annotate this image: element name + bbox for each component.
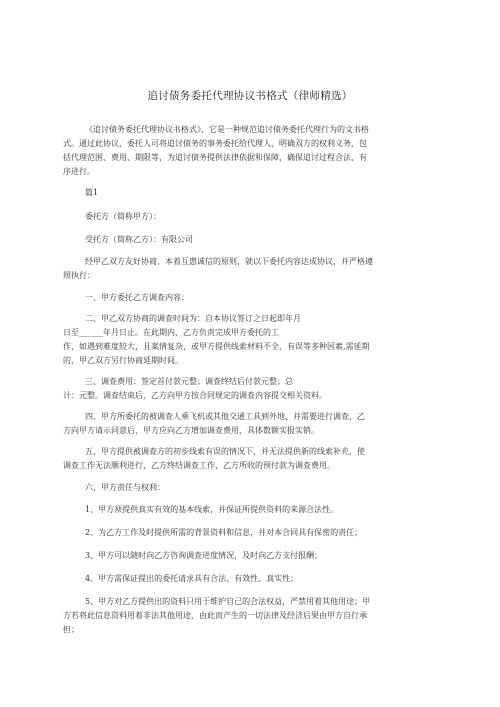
item-2-line-1: 二、甲乙双方协商的调查时间为：自本协议签订之日起即年月 [85,314,301,323]
party-a-line: 委托方（简称甲方）： [85,212,161,221]
item-6: 六、甲方责任与权利： [85,483,165,492]
item-2-line-2: 日至______年月日止。在此期内，乙方负责完成甲方委托的工 [63,328,279,337]
agreement-line-2: 照执行： [63,271,95,280]
item-1: 一、甲方委托乙方调查内容： [85,293,189,302]
duty-5-line-3: 担； [63,625,79,634]
item-3-line-2: 计：元整。调查结束后，乙方向甲方按合同规定的调查内容提交相关资料。 [63,391,327,400]
item-2-line-4: 的，甲乙双方另行协商延期时间。 [63,356,183,365]
duty-2: 2、为乙方工作及时提供所需的背景资料和信息，并对本合同具有保密的责任； [85,528,363,537]
intro-line-1: 《追讨债务委托代理协议书格式》，它是一种规范追讨债务委托代理行为的文书格 [85,125,369,134]
intro-line-3: 括代理范围、费用、期限等，为追讨债务提供法律依据和保障，确保追讨过程合法、有 [63,153,367,162]
duty-3: 3、甲方可以随时向乙方咨询调查进度情况，及时向乙方支付报酬； [85,551,323,560]
item-5-line-1: 五、甲方提供被调查方的初步线索有误的情况下，并无法提供新的线索补充，使 [85,447,365,456]
duty-4: 4、甲方需保证提出的委托请求具有合法、有效性、真实性； [85,574,299,583]
duty-5-line-2: 方若将此信息资料用着非法其他用途，由此而产生的一切法律及经济后果由甲方自行承 [63,611,367,620]
agreement-line-1: 经甲乙双方友好协商，本着互惠诚信的原则，就以下委托内容达成协议，并严格遵 [85,257,373,266]
item-3-line-1: 三、调查费用：签定首付款元整；调查终结后付款元整；总 [85,377,293,386]
item-4-line-2: 方向甲方请示同意后，甲方应向乙方增加调查费用，具体数额实报实销。 [63,426,319,435]
duty-5-line-1: 5、甲方对乙方提供出的资料只用于维护自己的合法权益，严禁用着其他用途；甲 [85,597,371,606]
item-5-line-2: 调查工作无法顺利进行，乙方终结调查工作，乙方所收的预付款为调查费用。 [63,461,335,470]
item-4-line-1: 四、甲方所委托的被调查人乘飞机或其他交通工具到外地，并需要进行调查，乙 [85,412,365,421]
document-title: 追讨债务委托代理协议书格式（律师精选） [147,90,353,102]
duty-1: 1、甲方须提供真实有效的基本线索，并保证所提供资料的来源合法性。 [85,505,339,514]
section-label: 篇1 [85,188,99,197]
item-2-line-3: 作，如遇到难度较大，且案情复杂，或甲方提供线索材料不全，有误等多种因素,需延期 [63,342,370,351]
intro-line-2: 式。通过此协议，委托人可将追讨债务的事务委托给代理人，明确双方的权利义务，包 [63,139,367,148]
intro-line-4: 序进行。 [63,167,95,176]
party-b-line: 受托方（简称乙方）：有限公司 [85,235,193,244]
